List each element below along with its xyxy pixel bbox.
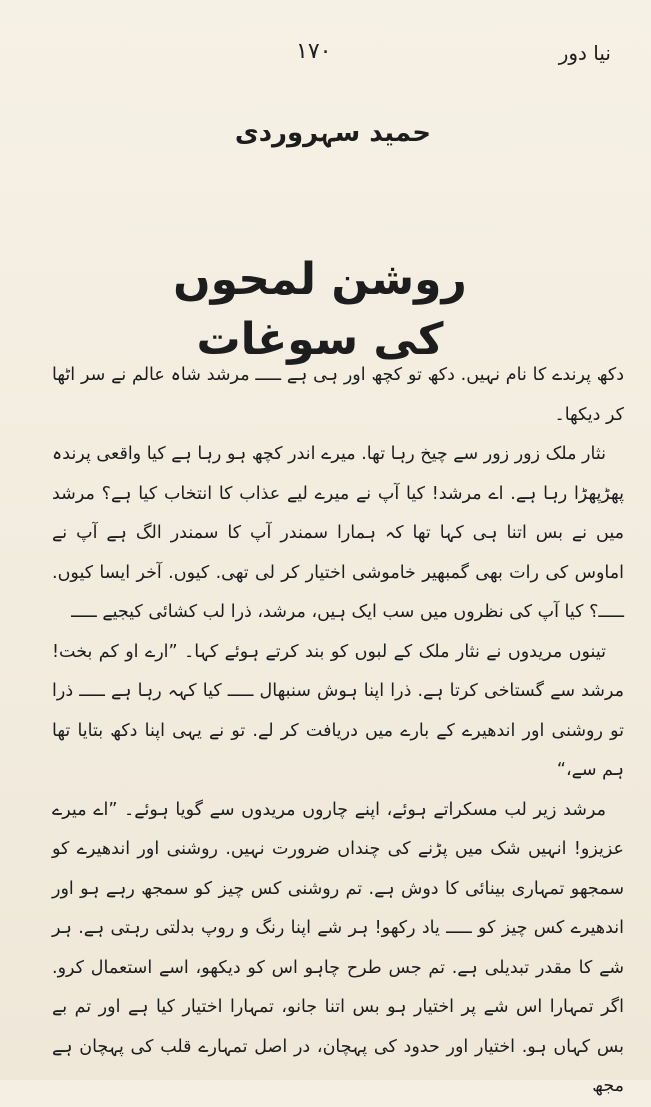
- paragraph: تینوں مریدوں نے نثار ملک کے لبوں کو بند کرتے ہوئے کہا۔ ”ارے او کم بخت! مرشد سے گستاخی کرتا ہے. ذرا اپنا ہوش سنبھال ـــــ کیا کہہ رہا ہے ـــــ ذرا تو روشنی اور اندھیرے کے بارے میں دریافت کر لے. تو نے یہی اپنا دکھ بتایا تھا ہم سے،“: [52, 641, 624, 780]
- page-number: ۱۷۰: [296, 39, 332, 64]
- paragraph: نثار ملک زور زور سے چیخ رہا تھا. میرے اندر کچھ ہو رہا ہے کیا واقعی پرندہ پھڑپھڑا رہا ہے. اے مرشد! کیا آپ نے میرے لیے عذاب کا انتخاب کیا ہے؟ مرشد میں نے بس اتنا ہی کہا تھا کہ ہمارا سمندر آپ کا سمندر الگ ہے آپ نے اماوس کی رات بھی گمبھیر خاموشی اختیار کر لی تھی. کیوں. آخر ایسا کیوں. ـــــ؟ کیا آپ کی نظروں میں سب ایک ہیں، مرشد، ذرا لب کشائی کیجیے ـــــ: [52, 444, 624, 622]
- article-title: روشن لمحوں کی سوغات: [173, 254, 467, 365]
- page-header: [0, 38, 651, 68]
- article-body: [52, 356, 624, 1107]
- paragraph: مرشد زیر لب مسکراتے ہوئے، اپنے چاروں مریدوں سے گویا ہوئے۔ ”اے میرے عزیزو! انہیں شک میں پڑنے کی چنداں ضرورت نہیں. روشنی اور اندھیرے کو سمجھو تمہاری بینائی کا دوش ہے. تم روشنی کس چیز کو سمجھ رہے ہو اور اندھیرے کس چیز کو ـــــ یاد رکھو! ہر شے اپنا رنگ و روپ بدلتی رہتی ہے. ہر شے کا مقدر تبدیلی ہے. تم جس طرح چاہو اس کو دیکھو، اسے استعمال کرو. اگر تمہارا اس شے پر اختیار ہو بس اتنا جانو، تمہارا اختیار کیا ہے اور تم بے بس کہاں ہو. اختیار اور حدود کی پہچان، در اصل تمہارے قلب کی پہچان ہے مجھ: [52, 799, 624, 1096]
- paragraph: دکھ پرندے کا نام نہیں. دکھ تو کچھ اور ہی ہے ـــــ مرشد شاہ عالم نے سر اٹھا کر دیکھا۔: [52, 365, 624, 425]
- magazine-name: نیا دور: [558, 41, 611, 65]
- author-name: حمید سہروردی: [234, 118, 431, 148]
